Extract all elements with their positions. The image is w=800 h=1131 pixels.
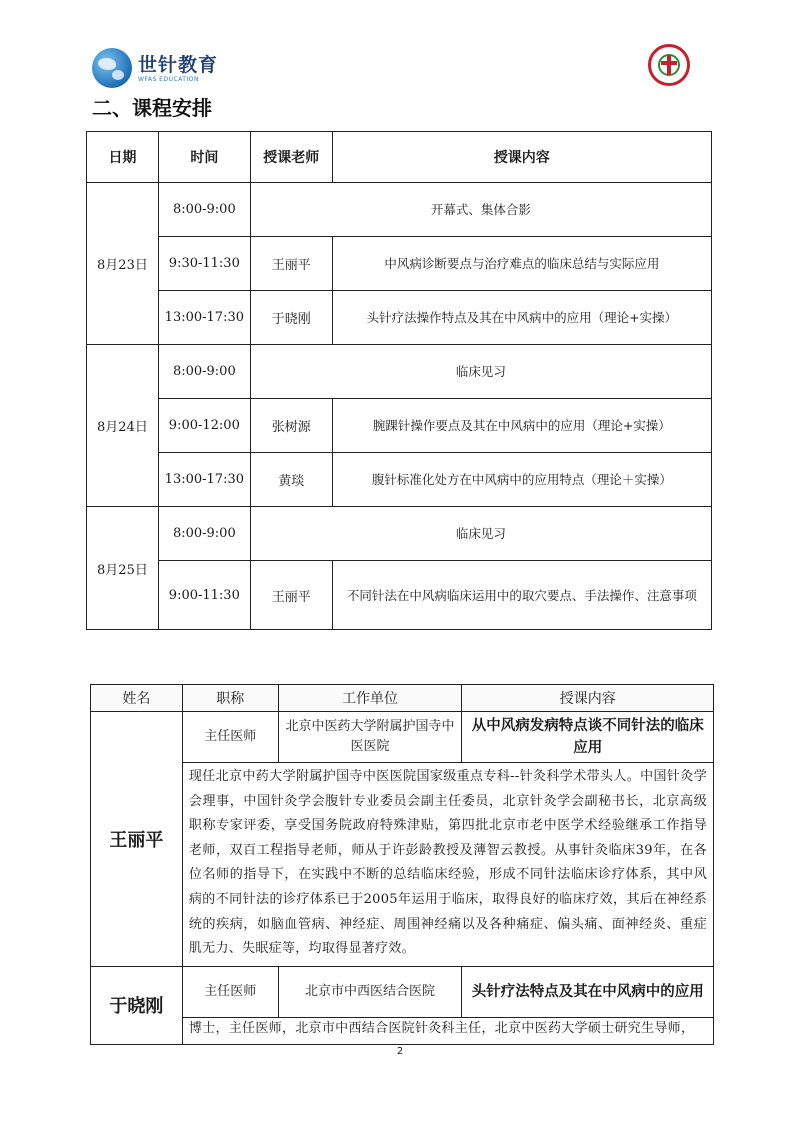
schedule-teacher: 黄琰 — [250, 453, 332, 507]
header-teacher: 授课老师 — [250, 132, 332, 183]
logo-chinese-text: 世针教育 — [138, 53, 219, 76]
teacher-table — [90, 684, 714, 1045]
header-date: 日期 — [87, 132, 159, 183]
schedule-table — [86, 131, 712, 630]
schedule-time: 8:00-9:00 — [158, 183, 250, 237]
teacher-title: 主任医师 — [182, 966, 278, 1017]
table-row — [87, 561, 712, 630]
table-row — [91, 712, 714, 763]
table-row — [91, 966, 714, 1017]
schedule-time: 8:00-9:00 — [158, 345, 250, 399]
schedule-date: 8月25日 — [87, 507, 159, 630]
teacher-topic: 头针疗法特点及其在中风病中的应用 — [462, 966, 714, 1017]
teacher-bio: 博士，主任医师，北京市中西结合医院针灸科主任，北京中医药大学硕士研究生导师， — [182, 1017, 713, 1044]
teacher-topic: 从中风病发病特点谈不同针法的临床应用 — [462, 712, 714, 763]
schedule-date: 8月24日 — [87, 345, 159, 507]
schedule-teacher: 张树源 — [250, 399, 332, 453]
schedule-header-row — [87, 132, 712, 183]
teacher-header-row — [91, 685, 714, 712]
table-row — [87, 345, 712, 399]
schedule-time: 8:00-9:00 — [158, 507, 250, 561]
table-row — [87, 291, 712, 345]
hospital-emblem-icon — [648, 44, 690, 86]
schedule-time: 9:00-11:30 — [158, 561, 250, 630]
table-row — [87, 453, 712, 507]
table-row — [87, 507, 712, 561]
teacher-name: 王丽平 — [91, 712, 183, 967]
logo-english-text: WFAS EDUCATION — [138, 75, 199, 83]
schedule-content: 腕踝针操作要点及其在中风病中的应用（理论+实操） — [332, 399, 711, 453]
table-row — [91, 1017, 714, 1044]
header-unit: 工作单位 — [278, 685, 462, 712]
table-row — [87, 399, 712, 453]
page-number: 2 — [396, 1046, 404, 1057]
teacher-bio: 现任北京中药大学附属护国寺中医医院国家级重点专科--针灸科学术带头人。中国针灸学会理事，中国针灸学会腹针专业委员会副主任委员，北京针灸学会副秘书长，北京高级职称专家评委，享受国务院政府特殊津贴，第四批北京市老中医学术经验继承工作指导老师，双百工程指导老师，师从于许彭龄教授及薄智云教授。从事针灸临床39年，在各位名师的指导下，在实践中不断的总结临床经验，形成不同针法临床诊疗体系，其中风病的不同针法的诊疗体系已于2005年运用于临床，取得良好的临床疗效，其后在神经系统的疾病，如脑血管病、神经症、周围神经痛以及各种痛症、偏头痛、面神经炎、重症肌无力、失眠症等，均取得显著疗效。 — [182, 763, 713, 967]
schedule-date: 8月23日 — [87, 183, 159, 345]
schedule-time: 13:00-17:30 — [158, 291, 250, 345]
schedule-content: 临床见习 — [250, 507, 711, 561]
schedule-teacher: 于晓刚 — [250, 291, 332, 345]
schedule-teacher: 王丽平 — [250, 561, 332, 630]
schedule-content: 开幕式、集体合影 — [250, 183, 711, 237]
schedule-content: 不同针法在中风病临床运用中的取穴要点、手法操作、注意事项 — [332, 561, 711, 630]
header-content: 授课内容 — [332, 132, 711, 183]
schedule-content: 中风病诊断要点与治疗难点的临床总结与实际应用 — [332, 237, 711, 291]
wfas-logo — [92, 48, 218, 88]
schedule-content: 头针疗法操作特点及其在中风病中的应用（理论+实操） — [332, 291, 711, 345]
header-topic: 授课内容 — [462, 685, 714, 712]
schedule-content: 临床见习 — [250, 345, 711, 399]
header-title: 职称 — [182, 685, 278, 712]
teacher-title: 主任医师 — [182, 712, 278, 763]
header-time: 时间 — [158, 132, 250, 183]
teacher-unit: 北京市中西医结合医院 — [278, 966, 462, 1017]
teacher-unit: 北京中医药大学附属护国寺中医医院 — [278, 712, 462, 763]
globe-icon — [92, 48, 132, 88]
section-title: 二、课程安排 — [92, 96, 212, 120]
header-name: 姓名 — [91, 685, 183, 712]
schedule-time: 9:00-12:00 — [158, 399, 250, 453]
schedule-content: 腹针标准化处方在中风病中的应用特点（理论＋实操） — [332, 453, 711, 507]
table-row — [87, 237, 712, 291]
table-row — [87, 183, 712, 237]
table-row — [91, 763, 714, 967]
teacher-name: 于晓刚 — [91, 966, 183, 1044]
schedule-teacher: 王丽平 — [250, 237, 332, 291]
schedule-time: 9:30-11:30 — [158, 237, 250, 291]
schedule-time: 13:00-17:30 — [158, 453, 250, 507]
